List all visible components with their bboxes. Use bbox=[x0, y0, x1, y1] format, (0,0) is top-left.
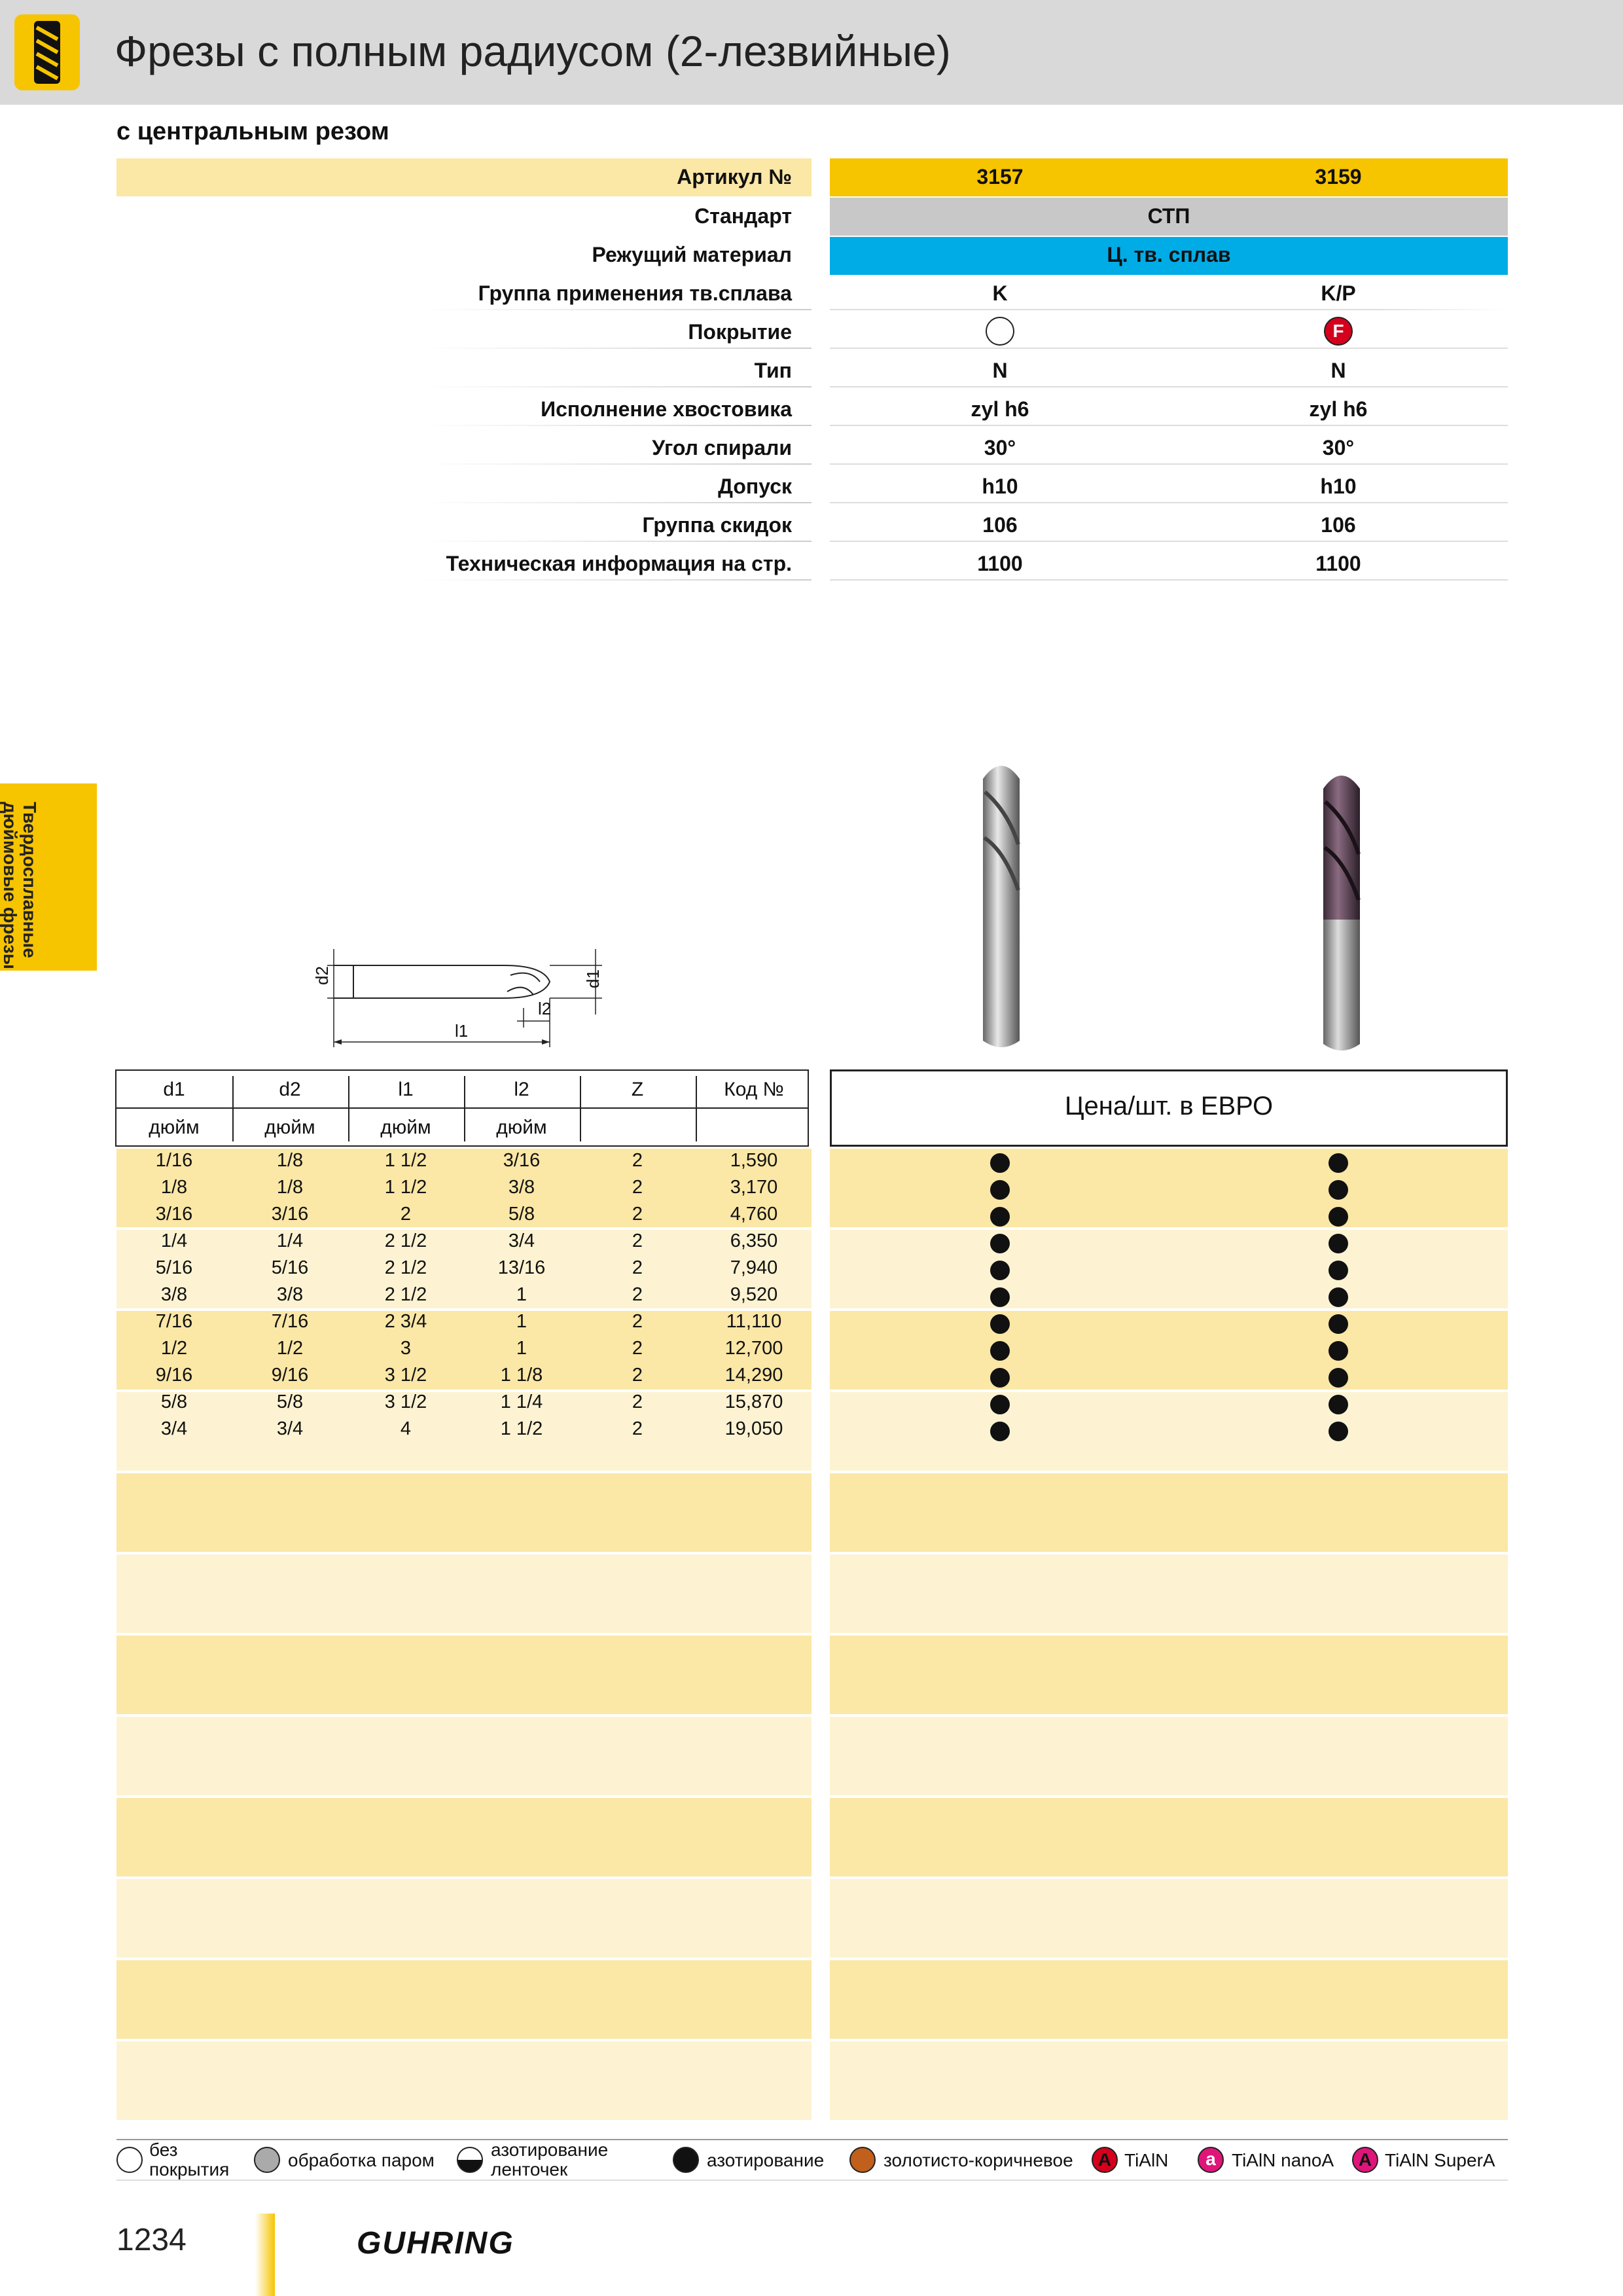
standard-value: СТП bbox=[1147, 204, 1190, 228]
tool-3159-image bbox=[1309, 762, 1374, 1057]
spec-label-coating: Покрытие bbox=[688, 320, 792, 344]
availability-dot-3159 bbox=[1329, 1314, 1348, 1334]
spec-label-type: Тип bbox=[754, 359, 792, 382]
legend-uncoated-icon bbox=[116, 2147, 143, 2173]
techinfo-value-2: 1100 bbox=[1315, 552, 1361, 575]
coating-f-icon: F bbox=[1324, 317, 1353, 346]
col-header-l2: l2 bbox=[514, 1079, 529, 1100]
availability-dot-3159 bbox=[1329, 1153, 1348, 1173]
drill-logo-icon bbox=[14, 14, 80, 90]
spec-label-shank: Исполнение хвостовика bbox=[541, 397, 792, 421]
legend-margin-nitriding: азотирование ленточек bbox=[491, 2140, 609, 2179]
helix-value-2: 30° bbox=[1322, 436, 1355, 459]
legend-half-circle-icon bbox=[457, 2147, 483, 2173]
type-value-2: N bbox=[1330, 359, 1346, 382]
article-3157: 3157 bbox=[976, 165, 1024, 188]
legend-uncoated: без покрытия bbox=[149, 2140, 230, 2179]
spec-label-discount: Группа скидок bbox=[642, 513, 792, 537]
side-tab-label: Твердосплавные дюймовые фрезы bbox=[0, 802, 40, 969]
col-header-l1: l1 bbox=[398, 1079, 414, 1100]
page-title: Фрезы с полным радиусом (2-лезвийные) bbox=[115, 27, 951, 75]
legend-tialn-supera-icon: A bbox=[1352, 2147, 1378, 2173]
legend-gold-brown-icon bbox=[849, 2147, 876, 2173]
diagram-label-l2: l2 bbox=[538, 999, 552, 1018]
availability-dot-3157 bbox=[990, 1287, 1010, 1307]
col-header-d2: d2 bbox=[279, 1079, 301, 1100]
col-unit-d1: дюйм bbox=[149, 1117, 200, 1138]
spec-label-material: Режущий материал bbox=[592, 243, 792, 266]
availability-dot-3159 bbox=[1329, 1180, 1348, 1200]
spec-label-tolerance: Допуск bbox=[718, 475, 792, 498]
col-unit-l2: дюйм bbox=[496, 1117, 547, 1138]
brand-logo: GUHRING bbox=[357, 2226, 514, 2261]
legend-gold-brown: золотисто-коричневое bbox=[883, 2150, 1073, 2170]
uncoated-circle-icon bbox=[986, 317, 1014, 346]
col-unit-d2: дюйм bbox=[264, 1117, 315, 1138]
legend-tialn-supera: TiAlN SuperA bbox=[1385, 2150, 1495, 2170]
techinfo-value-1: 1100 bbox=[977, 552, 1023, 575]
col-unit-l1: дюйм bbox=[380, 1117, 431, 1138]
helix-value-1: 30° bbox=[984, 436, 1016, 459]
spec-label-group: Группа применения тв.сплава bbox=[478, 281, 792, 305]
discount-value-2: 106 bbox=[1321, 513, 1356, 537]
availability-dot-3157 bbox=[990, 1234, 1010, 1253]
availability-dot-3159 bbox=[1329, 1207, 1348, 1227]
group-value-1: K bbox=[992, 281, 1008, 305]
tolerance-value-2: h10 bbox=[1320, 475, 1357, 498]
availability-dot-3159 bbox=[1329, 1368, 1348, 1388]
availability-dot-3157 bbox=[990, 1395, 1010, 1414]
legend-tialn-nanoa-icon: a bbox=[1198, 2147, 1224, 2173]
availability-dot-3157 bbox=[990, 1180, 1010, 1200]
legend-nitriding: азотирование bbox=[707, 2150, 825, 2170]
col-header-z: Z bbox=[631, 1079, 644, 1100]
legend-nitriding-icon bbox=[673, 2147, 699, 2173]
page-subtitle: с центральным резом bbox=[116, 118, 389, 145]
col-header-d1: d1 bbox=[163, 1079, 185, 1100]
spec-label-techinfo: Техническая информация на стр. bbox=[446, 552, 792, 575]
tool-dimension-diagram bbox=[308, 929, 648, 1060]
legend-steam-icon bbox=[254, 2147, 280, 2173]
spec-label-standard: Стандарт bbox=[694, 204, 792, 228]
availability-dot-3157 bbox=[990, 1422, 1010, 1441]
availability-dot-3157 bbox=[990, 1368, 1010, 1388]
shank-value-2: zyl h6 bbox=[1309, 397, 1368, 421]
diagram-label-d1: d1 bbox=[582, 969, 603, 988]
spec-label-article: Артикул № bbox=[677, 165, 792, 188]
article-3159: 3159 bbox=[1315, 165, 1362, 188]
diagram-label-d2: d2 bbox=[312, 966, 332, 985]
availability-dot-3159 bbox=[1329, 1395, 1348, 1414]
col-header-code: Код № bbox=[724, 1079, 784, 1100]
availability-dot-3157 bbox=[990, 1314, 1010, 1334]
spec-label-helix: Угол спирали bbox=[652, 436, 792, 459]
footer-accent-bar bbox=[255, 2214, 275, 2296]
price-header: Цена/шт. в ЕВРО bbox=[1064, 1092, 1274, 1121]
availability-dot-3159 bbox=[1329, 1261, 1348, 1280]
type-value-1: N bbox=[992, 359, 1008, 382]
availability-dot-3159 bbox=[1329, 1234, 1348, 1253]
diagram-label-l1: l1 bbox=[455, 1021, 469, 1041]
availability-dot-3157 bbox=[990, 1341, 1010, 1361]
legend-tialn-nanoa: TiAlN nanoA bbox=[1232, 2150, 1334, 2170]
shank-value-1: zyl h6 bbox=[971, 397, 1029, 421]
availability-dot-3157 bbox=[990, 1207, 1010, 1227]
availability-dot-3159 bbox=[1329, 1287, 1348, 1307]
group-value-2: K/P bbox=[1321, 281, 1356, 305]
page-number: 1234 bbox=[116, 2223, 187, 2257]
material-value: Ц. тв. сплав bbox=[1107, 243, 1231, 266]
discount-value-1: 106 bbox=[982, 513, 1018, 537]
availability-dot-3159 bbox=[1329, 1422, 1348, 1441]
availability-dot-3159 bbox=[1329, 1341, 1348, 1361]
availability-dot-3157 bbox=[990, 1153, 1010, 1173]
legend-steam: обработка паром bbox=[288, 2150, 435, 2170]
tolerance-value-1: h10 bbox=[982, 475, 1018, 498]
legend-tialn: TiAlN bbox=[1124, 2150, 1169, 2170]
tool-3157-image bbox=[969, 753, 1034, 1054]
legend-tialn-icon: A bbox=[1092, 2147, 1118, 2173]
availability-dot-3157 bbox=[990, 1261, 1010, 1280]
